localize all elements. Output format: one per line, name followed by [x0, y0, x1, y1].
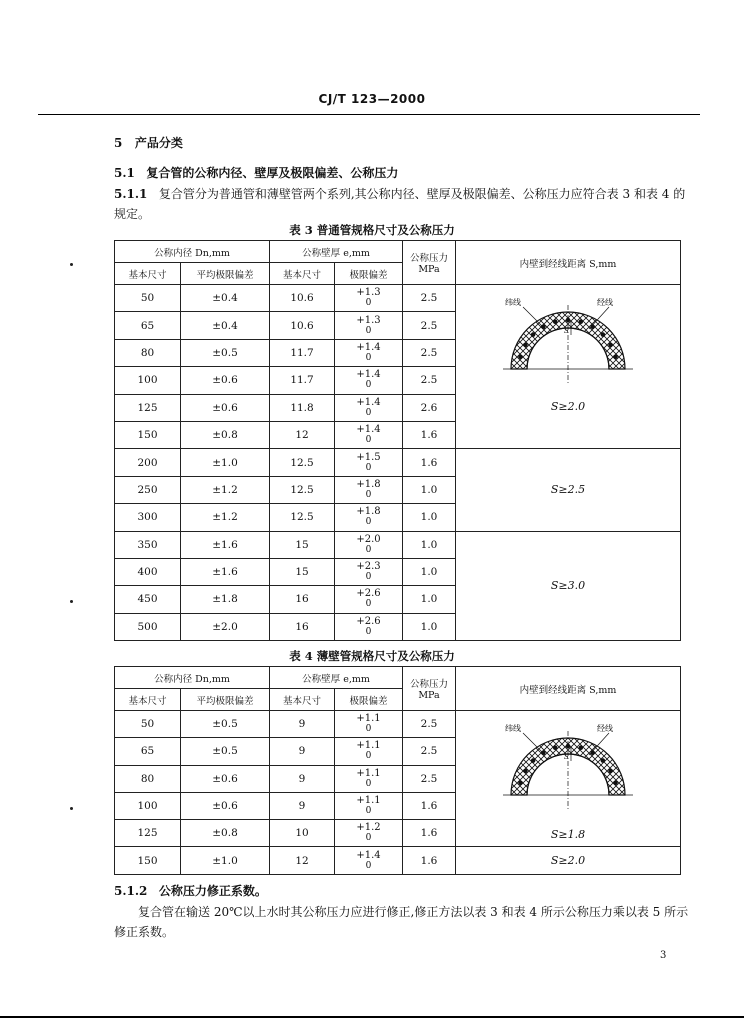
e-cell: 12.5: [270, 449, 335, 476]
clause-number: 5.1.2: [114, 884, 148, 898]
tolerance-lower: 0: [365, 380, 372, 391]
warp-dot: [566, 318, 571, 323]
t3-header-s: 内壁到经线距离 S,mm: [456, 241, 681, 285]
tolerance-upper: +1.8: [356, 478, 381, 490]
warp-dot: [553, 745, 558, 750]
tolerance-upper: +1.1: [356, 795, 381, 807]
dn-cell: 300: [115, 504, 181, 531]
tolerance-upper: +2.6: [356, 615, 381, 627]
s-group-2: [456, 847, 681, 874]
section-title: 产品分类: [134, 136, 183, 150]
tolerance-upper: +1.1: [356, 767, 381, 779]
tolerance-upper: +2.0: [356, 533, 381, 545]
tolerance-upper: +1.4: [356, 341, 381, 353]
warp-dot: [613, 355, 618, 360]
warp-dot: [518, 355, 523, 360]
warp-dot: [579, 319, 584, 324]
t4-header-dn: 公称内径 Dn,mm: [115, 667, 270, 689]
s-symbol: S: [564, 753, 569, 761]
e-cell: 12: [270, 421, 335, 448]
tolerance-lower: 0: [365, 626, 372, 637]
tolerance-lower: 0: [365, 833, 372, 844]
tolerance-lower: 0: [365, 599, 372, 610]
e-cell: 15: [270, 531, 335, 558]
e-cell: 12.5: [270, 504, 335, 531]
s-requirement: S≥2.0: [550, 400, 586, 413]
tolerance-upper: +1.8: [356, 506, 381, 518]
t3-header-p: 公称压力 MPa: [403, 241, 456, 285]
s-group-2: [456, 449, 681, 531]
dn-dev-cell: ±0.6: [181, 765, 270, 792]
s-requirement: S≥2.0: [550, 854, 586, 868]
warp-dot: [523, 769, 528, 774]
pressure-cell: 2.6: [403, 394, 456, 421]
warp-dot: [523, 343, 528, 348]
tolerance-cell: [335, 504, 403, 531]
dn-dev-cell: ±0.6: [181, 394, 270, 421]
tolerance-cell: [335, 792, 403, 819]
tolerance-cell: [335, 339, 403, 366]
s-requirement: S≥3.0: [550, 579, 586, 593]
tolerance-lower: 0: [365, 517, 372, 528]
tolerance-lower: 0: [365, 325, 372, 336]
header-rule: [38, 114, 700, 115]
dn-cell: 80: [115, 339, 181, 366]
clause-title: 公称压力修正系数。: [158, 884, 267, 898]
t3-header-dev: 极限偏差: [335, 263, 403, 285]
e-cell: 9: [270, 711, 335, 738]
dn-dev-cell: ±1.2: [181, 504, 270, 531]
tolerance-lower: 0: [365, 806, 372, 817]
pressure-cell: 1.6: [403, 847, 456, 874]
dn-dev-cell: ±1.6: [181, 558, 270, 585]
tolerance-upper: +1.4: [356, 849, 381, 861]
warp-dot: [553, 319, 558, 324]
pressure-cell: 2.5: [403, 339, 456, 366]
tolerance-lower: 0: [365, 352, 372, 363]
dn-dev-cell: ±1.0: [181, 449, 270, 476]
tolerance-upper: +2.6: [356, 588, 381, 600]
table-row: [115, 847, 681, 874]
tolerance-upper: +1.1: [356, 740, 381, 752]
table4: [114, 666, 681, 875]
e-cell: 10.6: [270, 285, 335, 312]
pressure-cell: 1.0: [403, 558, 456, 585]
t4-header-basic: 基本尺寸: [115, 689, 181, 711]
dn-cell: 80: [115, 765, 181, 792]
tolerance-upper: +1.4: [356, 396, 381, 408]
dn-dev-cell: ±1.8: [181, 586, 270, 613]
tolerance-lower: 0: [365, 751, 372, 762]
dn-dev-cell: ±0.6: [181, 792, 270, 819]
page-number: 3: [660, 950, 667, 961]
warp-dot: [601, 758, 606, 763]
t3-header-avg-dev: 平均极限偏差: [181, 263, 270, 285]
dn-cell: 125: [115, 394, 181, 421]
clause-text: 复合管分为普通管和薄壁管两个系列,其公称内径、壁厚及极限偏差、公称压力应符合表 3 和表 4 的规定。: [114, 187, 686, 221]
t4-header-avg-dev: 平均极限偏差: [181, 689, 270, 711]
e-cell: 16: [270, 586, 335, 613]
bottom-rule: [0, 1016, 744, 1018]
dn-cell: 400: [115, 558, 181, 585]
dn-cell: 65: [115, 738, 181, 765]
dn-cell: 200: [115, 449, 181, 476]
tolerance-lower: 0: [365, 298, 372, 309]
tolerance-cell: [335, 449, 403, 476]
dn-cell: 500: [115, 613, 181, 640]
t3-header-basic: 基本尺寸: [115, 263, 181, 285]
pressure-cell: 2.5: [403, 367, 456, 394]
pressure-cell: 1.0: [403, 586, 456, 613]
e-cell: 11.7: [270, 339, 335, 366]
dn-cell: 350: [115, 531, 181, 558]
dn-cell: 125: [115, 820, 181, 847]
pressure-cell: 2.5: [403, 765, 456, 792]
dn-cell: 50: [115, 711, 181, 738]
tolerance-upper: +1.4: [356, 424, 381, 436]
pressure-cell: 1.6: [403, 820, 456, 847]
dn-dev-cell: ±0.8: [181, 820, 270, 847]
e-cell: 9: [270, 738, 335, 765]
t4-header-basic2: 基本尺寸: [270, 689, 335, 711]
tolerance-cell: [335, 738, 403, 765]
t4-header-p: 公称压力 MPa: [403, 667, 456, 711]
pressure-cell: 2.5: [403, 738, 456, 765]
tolerance-cell: [335, 421, 403, 448]
s-requirement: S≥1.8: [550, 828, 586, 841]
clause-5-1-1: [114, 184, 694, 224]
t3-header-e: 公称壁厚 e,mm: [270, 241, 403, 263]
e-cell: 12: [270, 847, 335, 874]
table4-pipe-diagram: [493, 717, 643, 812]
tolerance-cell: [335, 312, 403, 339]
pressure-cell: 2.5: [403, 285, 456, 312]
tolerance-cell: [335, 394, 403, 421]
clause-5-1-2: [114, 882, 267, 899]
warp-dot: [601, 332, 606, 337]
e-cell: 10: [270, 820, 335, 847]
t4-header-s: 内壁到经线距离 S,mm: [456, 667, 681, 711]
t3-header-basic2: 基本尺寸: [270, 263, 335, 285]
table-row: [115, 285, 681, 312]
dn-dev-cell: ±0.6: [181, 367, 270, 394]
pressure-cell: 1.6: [403, 421, 456, 448]
tolerance-lower: 0: [365, 462, 372, 473]
warp-dot: [608, 343, 613, 348]
warp-dot: [566, 744, 571, 749]
dn-dev-cell: ±0.5: [181, 339, 270, 366]
tolerance-upper: +2.3: [356, 561, 381, 573]
tolerance-upper: +1.3: [356, 287, 381, 299]
s-group-1: [456, 711, 681, 847]
tolerance-lower: 0: [365, 544, 372, 555]
subsection-number: 5.1: [114, 166, 135, 180]
warp-dot: [590, 750, 595, 755]
table-row: [115, 711, 681, 738]
dn-dev-cell: ±1.2: [181, 476, 270, 503]
pressure-cell: 1.0: [403, 531, 456, 558]
pressure-cell: 1.0: [403, 613, 456, 640]
e-cell: 9: [270, 792, 335, 819]
dn-dev-cell: ±1.6: [181, 531, 270, 558]
e-cell: 12.5: [270, 476, 335, 503]
table3-caption: 表 3 普通管规格尺寸及公称压力: [289, 223, 455, 237]
subsection-5-1: [114, 164, 398, 181]
dn-cell: 150: [115, 847, 181, 874]
tolerance-lower: 0: [365, 778, 372, 789]
dn-dev-cell: ±0.4: [181, 285, 270, 312]
dn-dev-cell: ±0.8: [181, 421, 270, 448]
correction-paragraph: 复合管在输送 20℃以上水时其公称压力应进行修正,修正方法以表 3 和表 4 所示公称压力乘以表 5 所示修正系数。: [114, 905, 689, 939]
scan-speck: [70, 807, 73, 810]
scan-speck: [70, 600, 73, 603]
e-cell: 11.8: [270, 394, 335, 421]
warp-dot: [531, 758, 536, 763]
warp-dot: [518, 781, 523, 786]
warp-dot: [541, 324, 546, 329]
warp-dot: [541, 750, 546, 755]
warp-dot: [613, 781, 618, 786]
tolerance-cell: [335, 711, 403, 738]
warp-dot: [531, 332, 536, 337]
tolerance-lower: 0: [365, 435, 372, 446]
tolerance-cell: [335, 285, 403, 312]
table3: [114, 240, 681, 641]
tolerance-cell: [335, 367, 403, 394]
tolerance-upper: +1.1: [356, 713, 381, 725]
warp-dot: [590, 324, 595, 329]
dn-cell: 50: [115, 285, 181, 312]
s-group-1: [456, 285, 681, 449]
t3-header-dn: 公称内径 Dn,mm: [115, 241, 270, 263]
dn-cell: 100: [115, 367, 181, 394]
table3-pipe-diagram: [493, 291, 643, 386]
tolerance-lower: 0: [365, 724, 372, 735]
standard-code: CJ/T 123—2000: [318, 92, 426, 106]
weft-label: 纬线: [505, 298, 522, 307]
tolerance-lower: 0: [365, 489, 372, 500]
table4-caption: 表 4 薄壁管规格尺寸及公称压力: [289, 649, 455, 663]
weft-label: 纬线: [505, 724, 522, 733]
table-row: [115, 531, 681, 558]
tolerance-lower: 0: [365, 407, 372, 418]
pressure-cell: 2.5: [403, 312, 456, 339]
e-cell: 15: [270, 558, 335, 585]
pressure-cell: 1.6: [403, 449, 456, 476]
section-heading: [114, 134, 183, 151]
dn-dev-cell: ±0.5: [181, 738, 270, 765]
e-cell: 16: [270, 613, 335, 640]
dn-cell: 150: [115, 421, 181, 448]
subsection-title: 复合管的公称内径、壁厚及极限偏差、公称压力: [146, 166, 399, 180]
tolerance-upper: +1.5: [356, 451, 381, 463]
s-requirement: S≥2.5: [550, 483, 586, 497]
clause-number: 5.1.1: [114, 187, 148, 201]
tolerance-cell: [335, 847, 403, 874]
tolerance-cell: [335, 531, 403, 558]
pressure-cell: 1.0: [403, 504, 456, 531]
t4-header-dev: 极限偏差: [335, 689, 403, 711]
scan-speck: [70, 263, 73, 266]
tolerance-cell: [335, 558, 403, 585]
s-symbol: S: [564, 327, 569, 335]
tolerance-cell: [335, 476, 403, 503]
tolerance-cell: [335, 586, 403, 613]
dn-cell: 100: [115, 792, 181, 819]
tolerance-lower: 0: [365, 572, 372, 583]
t4-header-e: 公称壁厚 e,mm: [270, 667, 403, 689]
dn-dev-cell: ±0.5: [181, 711, 270, 738]
tolerance-upper: +1.3: [356, 314, 381, 326]
warp-label: 经线: [597, 298, 614, 307]
pressure-cell: 2.5: [403, 711, 456, 738]
tolerance-cell: [335, 820, 403, 847]
warp-dot: [579, 745, 584, 750]
dn-cell: 65: [115, 312, 181, 339]
section-number: 5: [114, 136, 123, 150]
tolerance-upper: +1.4: [356, 369, 381, 381]
dn-cell: 250: [115, 476, 181, 503]
e-cell: 10.6: [270, 312, 335, 339]
s-group-3: [456, 531, 681, 641]
warp-dot: [608, 769, 613, 774]
dn-dev-cell: ±2.0: [181, 613, 270, 640]
dn-dev-cell: ±0.4: [181, 312, 270, 339]
e-cell: 11.7: [270, 367, 335, 394]
pressure-cell: 1.0: [403, 476, 456, 503]
pressure-cell: 1.6: [403, 792, 456, 819]
tolerance-cell: [335, 613, 403, 640]
e-cell: 9: [270, 765, 335, 792]
warp-label: 经线: [597, 724, 614, 733]
dn-cell: 450: [115, 586, 181, 613]
table-row: [115, 449, 681, 476]
dn-dev-cell: ±1.0: [181, 847, 270, 874]
tolerance-upper: +1.2: [356, 822, 381, 834]
tolerance-cell: [335, 765, 403, 792]
tolerance-lower: 0: [365, 860, 372, 871]
